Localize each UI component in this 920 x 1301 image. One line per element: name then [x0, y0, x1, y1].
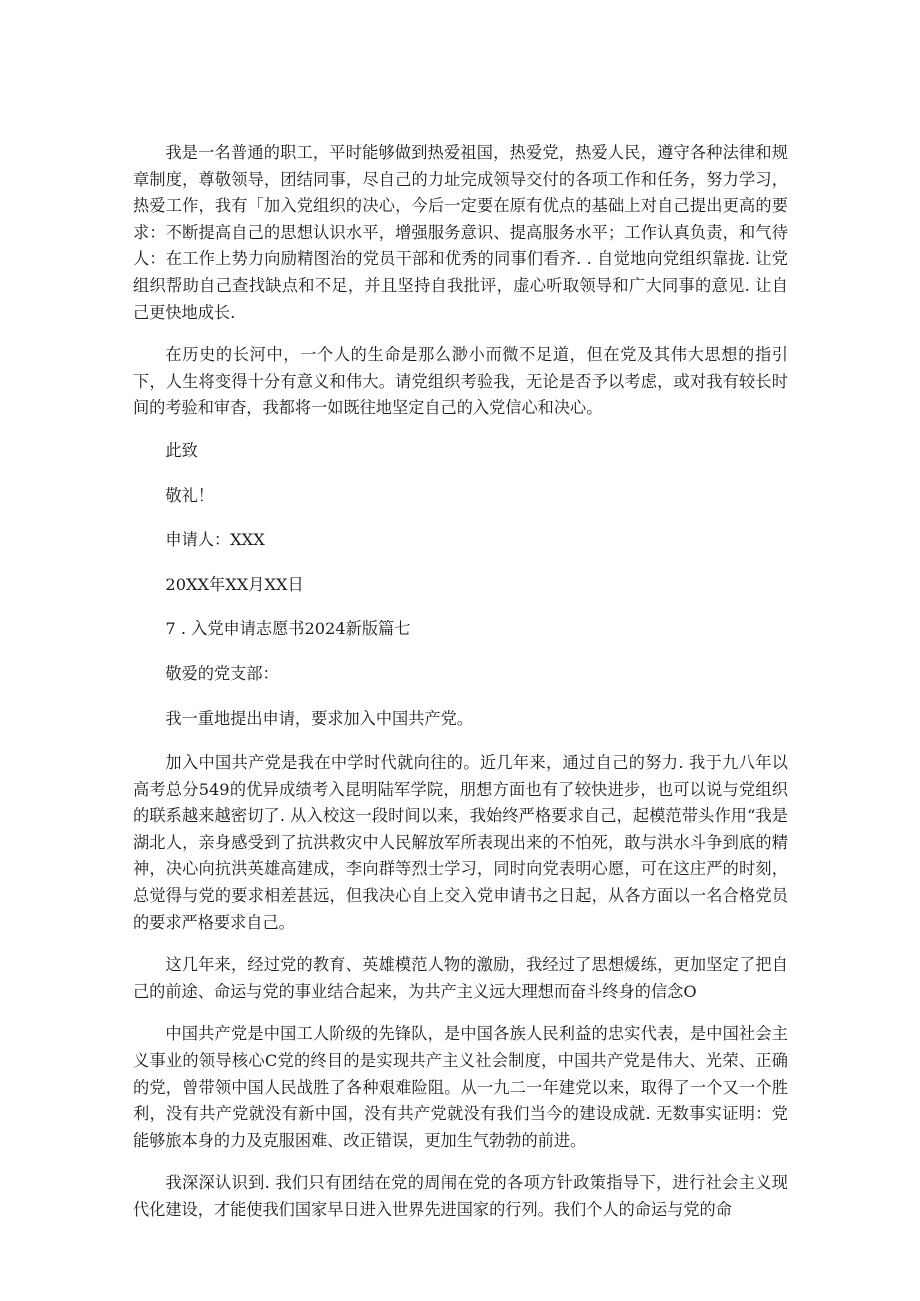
paragraph-understanding: 我深深认识到. 我们只有团结在党的周闱在党的各项方针政策指导下，进行社会主义现代化建设，才能使我们国家早日进入世界先进国家的行列。我们个人的命运与党的命 [133, 1173, 788, 1219]
document-page [133, 140, 788, 1240]
paragraph-request: 我一重地提出申请，要求加入中国共产党。 [165, 708, 473, 728]
applicant-signature: 申请人：XXX [165, 530, 265, 550]
paragraph-party-role: 中国共产党是中国工人阶级的先锋队，是中国各族人民利益的忠实代表，是中国社会主义事业的领导核心C党的终目的是实现共产主义社会制度，中国共产党是伟大、光荣、正确的党，曾带领中国人民战胜了各种艰难险阻。从一九二一年建党以来，取得了一个又一个胜利，没有共产党就没有新中国，没有共产党就没有我们当今的建设成就. 无数事实证明：党能够旅本身的力及克服困难、改正错误，更加生气勃勃的前进。 [133, 1024, 788, 1150]
paragraph-background: 加入中国共产党是我在中学时代就向往的。近几年来，通过自己的努力. 我于九八年以高考总分549的优异成绩考入昆明陆军学院，朋想方面也有了较快进步，也可以说与党组织的联系越来越密切了. 从入校这一段时间以来，我始终严格要求自己，起模范带头作用“我是湖北人，亲身感受到了抗洪救灾中人民解放军所表现出来的不怕死，敢与洪水斗争到底的精神，决心向抗洪英雄高建成，李向群等烈士学习，同时向党表明心愿，可在这庄严的时刻，总觉得与党的要求相差甚远，但我决心自上交入党申请书之日起，从各方面以一名合格党员的要求严格要求自己。 [133, 753, 788, 932]
section-heading: 7 . 入党申请志愿书2024新版篇七 [165, 619, 411, 639]
paragraph-education: 这几年来，经过党的教育、英雄模范人物的激励，我经过了思想煖练，更加坚定了把自己的前途、命运与党的事业结合起来，为共产主义远大理想而奋斗终身的信念O [133, 955, 788, 1001]
letter-greeting: 敬爱的党支部： [165, 663, 279, 683]
application-date: 20XX年XX月XX日 [165, 574, 304, 594]
closing-regards: 敬礼！ [165, 485, 214, 505]
paragraph-commitment: 我是一名普通的职工，平时能够做到热爱祖国，热爱党，热爱人民，遵守各种法律和规章制度，尊敬领导，团结同事，尽自己的力址完成领导交付的各项工作和任务，努力学习，热爱工作，我有「加入党组织的决心，今后一定要在原有优点的基础上对自己提出更高的要求：不断提高自己的思想认识水平，增强服务意识、提高服务水平；工作认真负责，和气待人：在工作上势力向励精图治的党员干部和优秀的同事们看齐. . 自觉地向党组织靠拢. 让党组织帮助自己查找缺点和不足，并且坚持自我批评，虚心听取领导和广大同事的意见. 让自己更快地成长. [133, 143, 788, 322]
closing-salutation: 此致 [165, 440, 198, 460]
paragraph-history: 在历史的长河中，一个人的生命是那么渺小而微不足道，但在党及其伟大思想的指引下，人生将变得十分有意义和伟大。请党组织考验我，无论是否予以考虑，或对我有较长时间的考验和审杳，我都将一如既往地坚定自己的入党信心和决心。 [133, 345, 788, 418]
